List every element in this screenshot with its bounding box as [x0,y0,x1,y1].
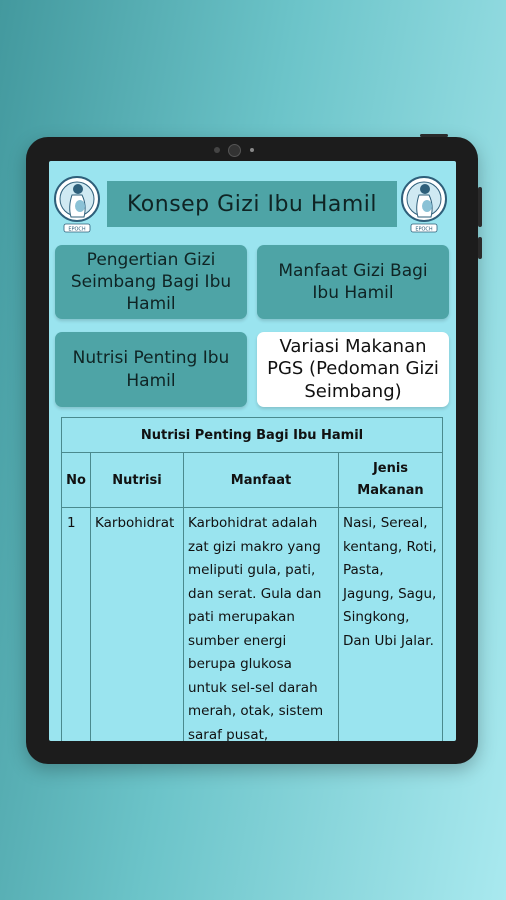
logo-text-left: EPOCH [68,226,86,233]
cell-no: 1 [62,508,91,742]
menu-button-manfaat-gizi[interactable] [257,245,449,319]
cell-nutrisi: Karbohidrat [91,508,184,742]
app-logo-left [53,175,101,235]
menu-button-label: Nutrisi Penting Ibu Hamil [72,348,230,391]
column-header-no: No [62,453,91,508]
menu-button-label: Manfaat Gizi Bagi Ibu Hamil [278,260,428,303]
cell-jenis-makanan: Nasi, Sereal, kentang, Roti, Pasta, Jagung, Sagu, Singkong, Dan Ubi Jalar. [339,508,443,742]
table-header-row [62,453,443,508]
menu-button-pengertian-gizi[interactable] [55,245,247,319]
camera-dot-right [250,148,254,152]
cell-manfaat: Karbohidrat adalah zat gizi makro yang meliputi gula, pati, dan serat. Gula dan pati merupakan sumber energi berupa glukosa untuk sel-sel darah merah, otak, sistem saraf pusat, [184,508,339,742]
column-header-nutrisi: Nutrisi [91,453,184,508]
page-title-text: Konsep Gizi Ibu Hamil [126,191,378,217]
tablet-frame [26,137,478,764]
nutrition-table [61,417,443,741]
menu-button-nutrisi-penting[interactable] [55,332,247,407]
tablet-volume-button [478,237,482,259]
menu-button-label: Variasi Makanan PGS (Pedoman Gizi Seimbang) [267,335,439,402]
front-camera [228,144,241,157]
logo-text-right: EPOCH [415,226,433,233]
table-caption: Nutrisi Penting Bagi Ibu Hamil [62,418,443,453]
app-logo-right [400,175,448,235]
menu-button-label: Pengertian Gizi Seimbang Bagi Ibu Hamil [70,249,232,315]
column-header-jenis-makanan: Jenis Makanan [339,453,443,508]
table-caption-row [62,418,443,453]
tablet-top-button [420,134,448,137]
camera-dot-left [214,147,220,153]
tablet-side-button [478,187,482,227]
app-screen [49,161,456,741]
page-title [107,181,397,227]
menu-button-variasi-makanan[interactable] [257,332,449,407]
column-header-manfaat: Manfaat [184,453,339,508]
table-row [62,508,443,742]
